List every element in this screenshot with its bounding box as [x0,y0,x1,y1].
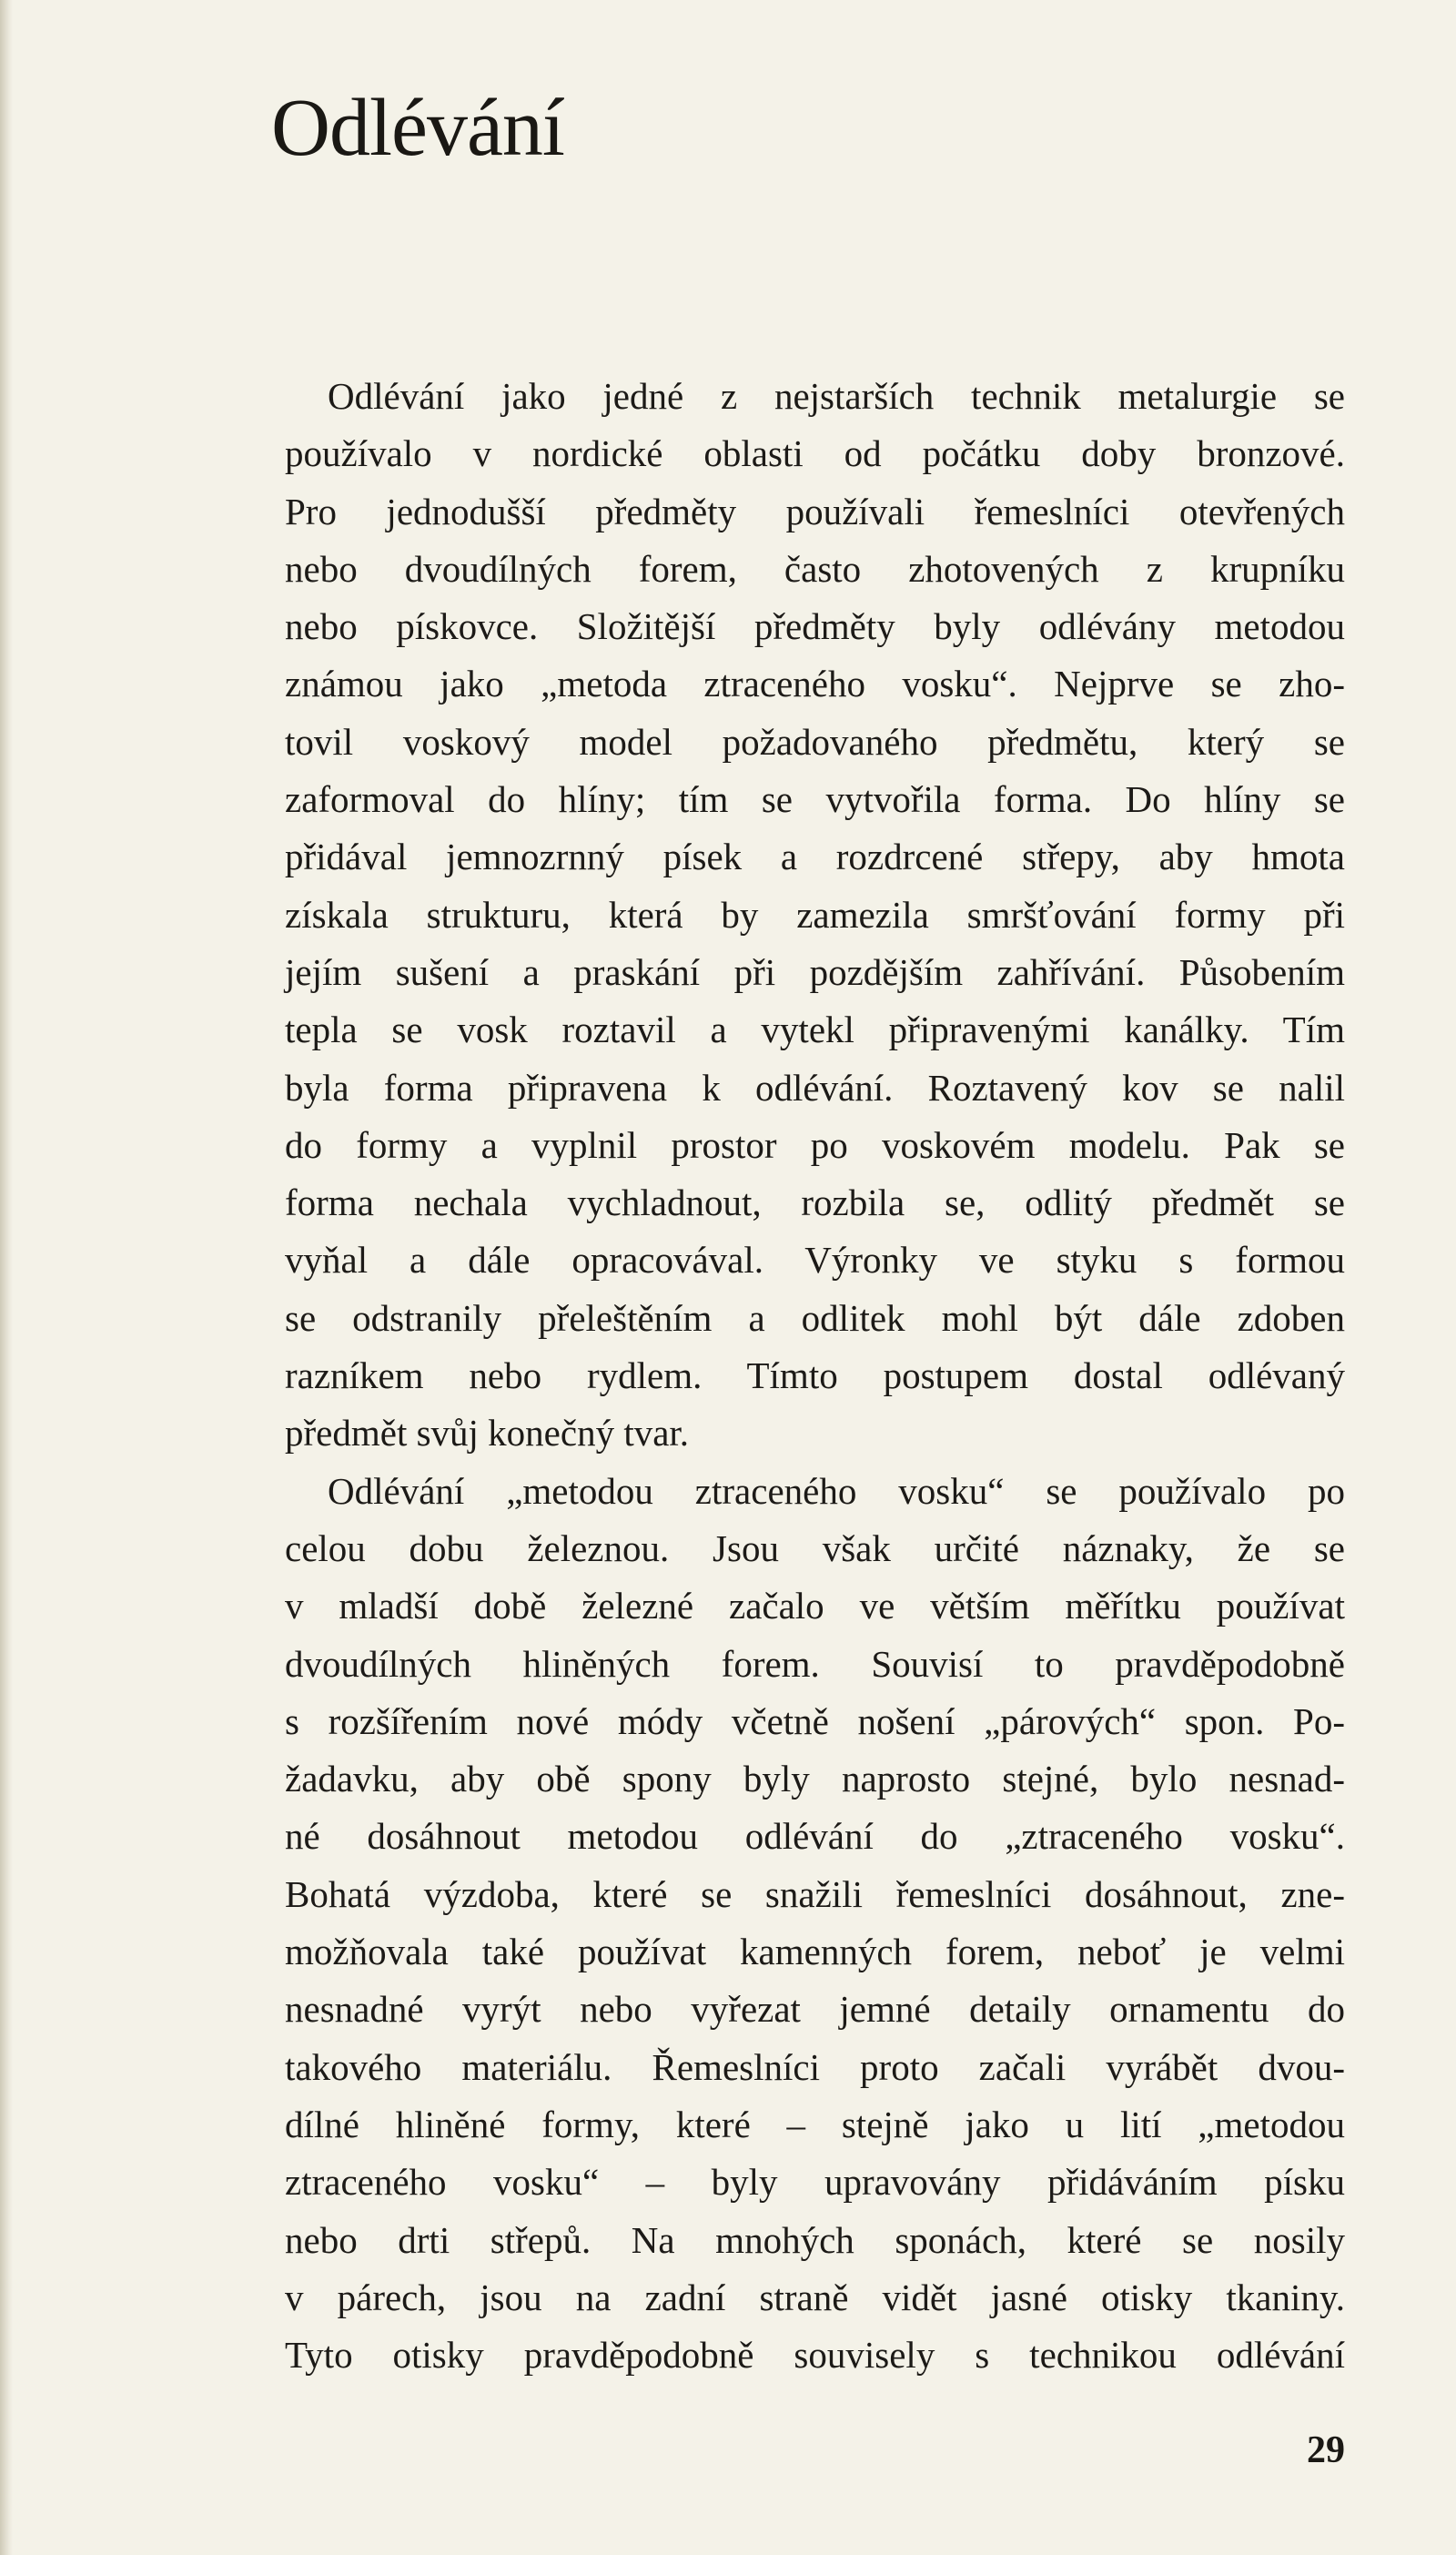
paragraph [285,368,1345,1463]
text-line: jejím sušení a praskání při pozdějším zahřívání. Působením [285,950,1345,993]
text-line: vyňal a dále opracovával. Výronky ve styku s formou [285,1239,1345,1282]
text-line: Pro jednodušší předměty používali řemeslníci otevřených [285,490,1345,532]
text-line: tovil voskový model požadovaného předmětu, který se [285,720,1345,763]
text-line: zaformoval do hlíny; tím se vytvořila forma. Do hlíny se [285,778,1345,821]
text-line: nebo drti střepů. Na mnohých sponách, které se nosily [285,2218,1345,2261]
text-line: celou dobu železnou. Jsou však určité náznaky, že se [285,1526,1345,1569]
text-line: se odstranily přeleštěním a odlitek mohl být dále zdoben [285,1296,1345,1339]
text-line: v párech, jsou na zadní straně vidět jasné otisky tkaniny. [285,2276,1345,2318]
text-line: používalo v nordické oblasti od počátku doby bronzové. [285,432,1345,475]
text-line: takového materiálu. Řemeslníci proto začali vyrábět dvou- [285,2045,1345,2088]
page-binding-shadow [0,0,13,2555]
text-line: dvoudílných hliněných forem. Souvisí to pravděpodobně [285,1642,1345,1685]
text-line: Odlévání jako jedné z nejstarších technik metalurgie se [328,375,1345,417]
text-line: forma nechala vychladnout, rozbila se, odlitý předmět se [285,1181,1345,1224]
text-line: přidával jemnozrnný písek a rozdrcené střepy, aby hmota [285,836,1345,878]
page-title: Odlévání [271,83,564,173]
paragraph [285,1463,1345,2385]
text-line: nesnadné vyrýt nebo vyřezat jemné detaily ornamentu do [285,1988,1345,2031]
page-number: 29 [1307,2429,1345,2471]
text-line: získala strukturu, která by zamezila smršťování formy při [285,893,1345,936]
text-line: dílné hliněné formy, které – stejně jako u lití „metodou [285,2103,1345,2145]
text-line: v mladší době železné začalo ve větším měřítku používat [285,1585,1345,1627]
text-line: s rozšířením nové módy včetně nošení „párových“ spon. Po- [285,1699,1345,1742]
text-line: možňovala také používat kamenných forem, neboť je velmi [285,1931,1345,1973]
text-line: razníkem nebo rydlem. Tímto postupem dostal odlévaný [285,1354,1345,1397]
text-line: známou jako „metoda ztraceného vosku“. Nejprve se zho- [285,663,1345,705]
text-line: tepla se vosk roztavil a vytekl připravenými kanálky. Tím [285,1009,1345,1051]
text-line: Bohatá výzdoba, které se snažili řemeslníci dosáhnout, zne- [285,1872,1345,1915]
body-text [285,368,1345,2384]
text-line: do formy a vyplnil prostor po voskovém modelu. Pak se [285,1123,1345,1166]
text-line: předmět svůj konečný tvar. [285,1412,690,1455]
text-line: nebo dvoudílných forem, často zhotovených z krupníku [285,547,1345,590]
text-line: žadavku, aby obě spony byly naprosto stejné, bylo nesnad- [285,1758,1345,1800]
text-line: nebo pískovce. Složitější předměty byly odlévány metodou [285,605,1345,648]
text-line: ztraceného vosku“ – byly upravovány přidáváním písku [285,2161,1345,2204]
text-line: Tyto otisky pravděpodobně souvisely s technikou odlévání [285,2334,1345,2377]
text-line: byla forma připravena k odlévání. Roztavený kov se nalil [285,1066,1345,1109]
text-line: né dosáhnout metodou odlévání do „ztraceného vosku“. [285,1815,1345,1858]
text-line: Odlévání „metodou ztraceného vosku“ se používalo po [328,1469,1345,1512]
